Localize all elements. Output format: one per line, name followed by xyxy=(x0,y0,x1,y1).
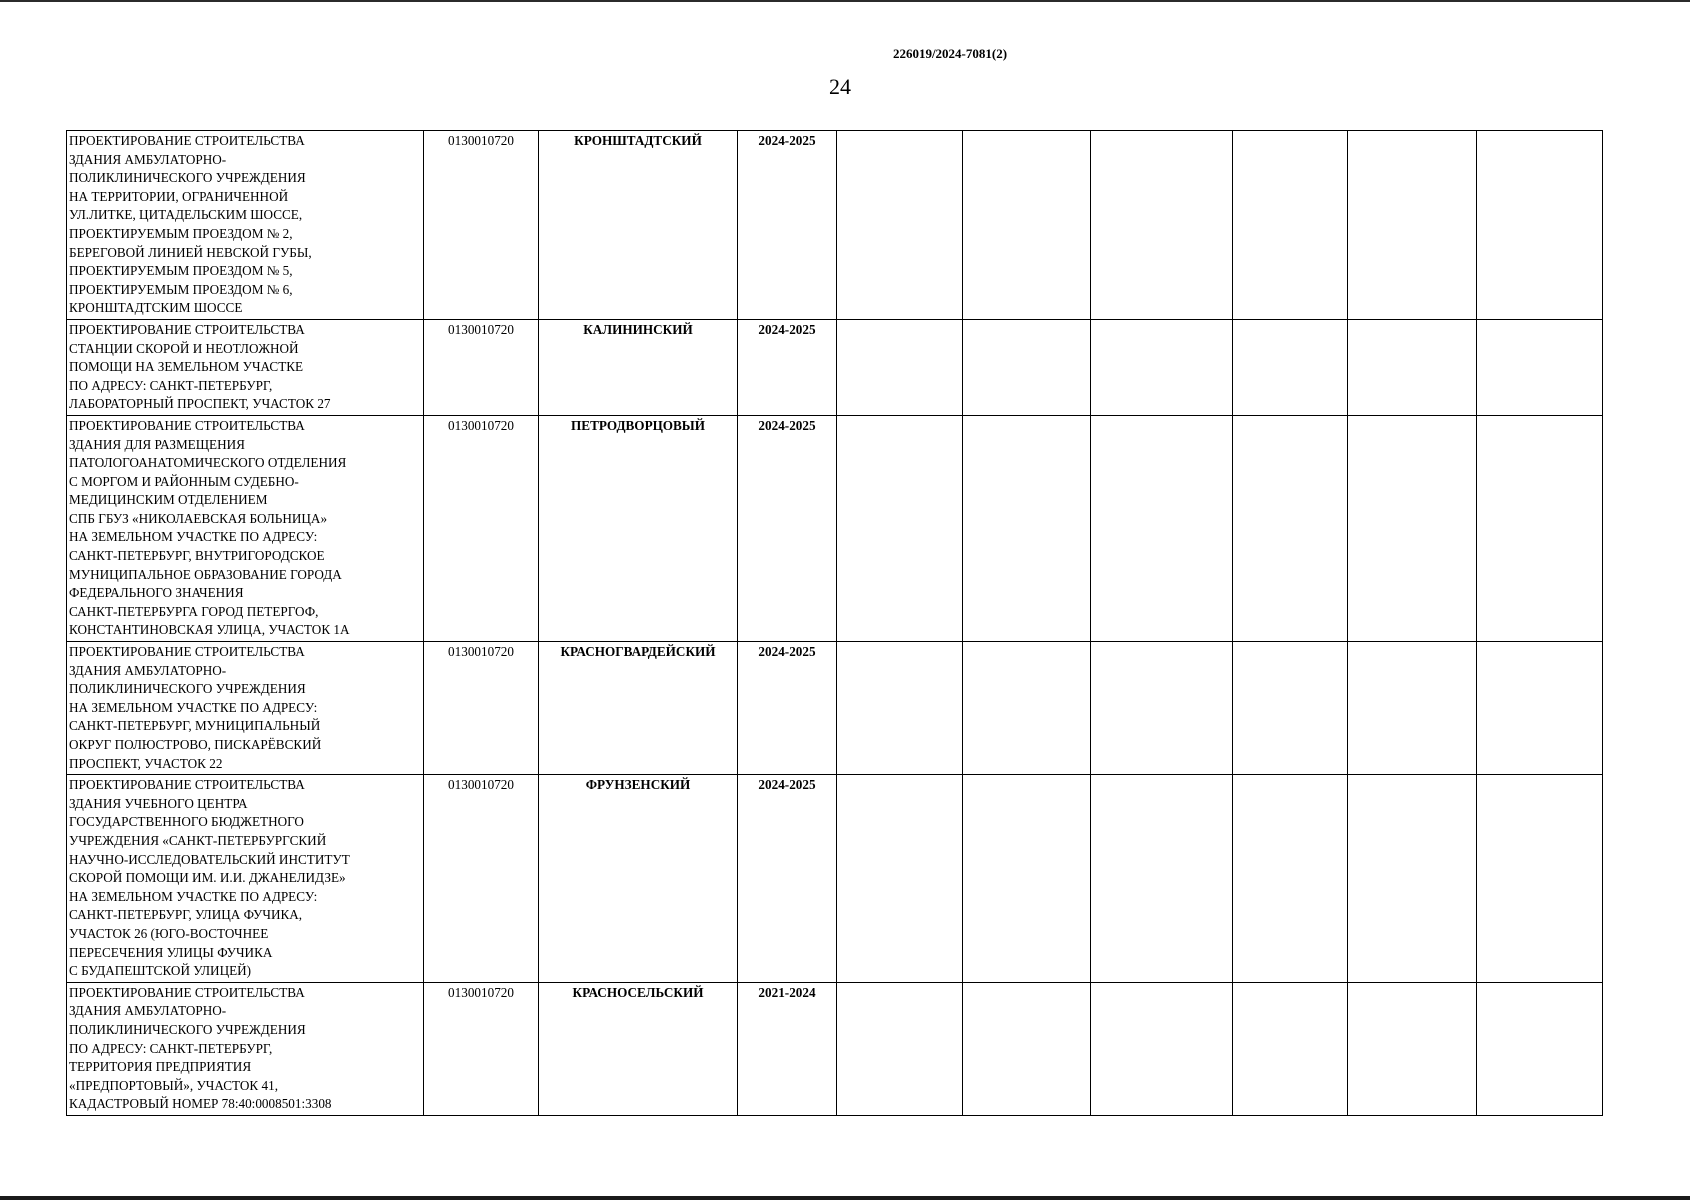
period: 2024-2025 xyxy=(738,131,837,320)
empty-cell xyxy=(1477,642,1603,775)
empty-cell xyxy=(1233,642,1348,775)
object-description: ПРОЕКТИРОВАНИЕ СТРОИТЕЛЬСТВА ЗДАНИЯ УЧЕБНОГО ЦЕНТРА ГОСУДАРСТВЕННОГО БЮДЖЕТНОГО УЧРЕЖДЕНИЯ «САНКТ-ПЕТЕРБУРГСКИЙ НАУЧНО-ИССЛЕДОВАТЕЛЬСКИЙ ИНСТИТУТ СКОРОЙ ПОМОЩИ ИМ. И.И. ДЖАНЕЛИДЗЕ» НА ЗЕМЕЛЬНОМ УЧАСТКЕ ПО АДРЕСУ: САНКТ-ПЕТЕРБУРГ, УЛИЦА ФУЧИКА, УЧАСТОК 26 (ЮГО-ВОСТОЧНЕЕ ПЕРЕСЕЧЕНИЯ УЛИЦЫ ФУЧИКА С БУДАПЕШТСКОЙ УЛИЦЕЙ) xyxy=(67,775,424,983)
empty-cell xyxy=(1091,131,1233,320)
empty-cell xyxy=(1091,642,1233,775)
empty-cell xyxy=(963,131,1091,320)
object-description: ПРОЕКТИРОВАНИЕ СТРОИТЕЛЬСТВА ЗДАНИЯ АМБУЛАТОРНО- ПОЛИКЛИНИЧЕСКОГО УЧРЕЖДЕНИЯ НА ТЕРРИТОРИИ, ОГРАНИЧЕННОЙ УЛ.ЛИТКЕ, ЦИТАДЕЛЬСКИМ ШОССЕ, ПРОЕКТИРУЕМЫМ ПРОЕЗДОМ № 2, БЕРЕГОВОЙ ЛИНИЕЙ НЕВСКОЙ ГУБЫ, ПРОЕКТИРУЕМЫМ ПРОЕЗДОМ № 5, ПРОЕКТИРУЕМЫМ ПРОЕЗДОМ № 6, КРОНШТАДТСКИМ ШОССЕ xyxy=(67,131,424,320)
empty-cell xyxy=(837,319,963,415)
budget-code: 0130010720 xyxy=(424,131,539,320)
page-number: 24 xyxy=(829,74,851,99)
empty-cell xyxy=(1091,415,1233,641)
empty-cell xyxy=(1348,982,1477,1115)
object-description: ПРОЕКТИРОВАНИЕ СТРОИТЕЛЬСТВА ЗДАНИЯ АМБУЛАТОРНО- ПОЛИКЛИНИЧЕСКОГО УЧРЕЖДЕНИЯ НА ЗЕМЕЛЬНОМ УЧАСТКЕ ПО АДРЕСУ: САНКТ-ПЕТЕРБУРГ, МУНИЦИПАЛЬНЫЙ ОКРУГ ПОЛЮСТРОВО, ПИСКАРЁВСКИЙ ПРОСПЕКТ, УЧАСТОК 22 xyxy=(67,642,424,775)
table-row xyxy=(67,319,1603,415)
budget-code: 0130010720 xyxy=(424,415,539,641)
empty-cell xyxy=(1348,319,1477,415)
table-row xyxy=(67,775,1603,983)
object-description: ПРОЕКТИРОВАНИЕ СТРОИТЕЛЬСТВА ЗДАНИЯ ДЛЯ РАЗМЕЩЕНИЯ ПАТОЛОГОАНАТОМИЧЕСКОГО ОТДЕЛЕНИЯ С МОРГОМ И РАЙОННЫМ СУДЕБНО- МЕДИЦИНСКИМ ОТДЕЛЕНИЕМ СПБ ГБУЗ «НИКОЛАЕВСКАЯ БОЛЬНИЦА» НА ЗЕМЕЛЬНОМ УЧАСТКЕ ПО АДРЕСУ: САНКТ-ПЕТЕРБУРГ, ВНУТРИГОРОДСКОЕ МУНИЦИПАЛЬНОЕ ОБРАЗОВАНИЕ ГОРОДА ФЕДЕРАЛЬНОГО ЗНАЧЕНИЯ САНКТ-ПЕТЕРБУРГА ГОРОД ПЕТЕРГОФ, КОНСТАНТИНОВСКАЯ УЛИЦА, УЧАСТОК 1А xyxy=(67,415,424,641)
empty-cell xyxy=(1477,319,1603,415)
empty-cell xyxy=(1091,775,1233,983)
object-description: ПРОЕКТИРОВАНИЕ СТРОИТЕЛЬСТВА СТАНЦИИ СКОРОЙ И НЕОТЛОЖНОЙ ПОМОЩИ НА ЗЕМЕЛЬНОМ УЧАСТКЕ ПО АДРЕСУ: САНКТ-ПЕТЕРБУРГ, ЛАБОРАТОРНЫЙ ПРОСПЕКТ, УЧАСТОК 27 xyxy=(67,319,424,415)
empty-cell xyxy=(1091,982,1233,1115)
empty-cell xyxy=(837,131,963,320)
empty-cell xyxy=(963,775,1091,983)
budget-code: 0130010720 xyxy=(424,642,539,775)
empty-cell xyxy=(1233,775,1348,983)
empty-cell xyxy=(1348,775,1477,983)
empty-cell xyxy=(1348,642,1477,775)
register-table xyxy=(66,130,1603,1116)
district: КАЛИНИНСКИЙ xyxy=(539,319,738,415)
empty-cell xyxy=(837,415,963,641)
empty-cell xyxy=(963,415,1091,641)
budget-code: 0130010720 xyxy=(424,982,539,1115)
empty-cell xyxy=(1233,415,1348,641)
table-row xyxy=(67,982,1603,1115)
scan-edge-top xyxy=(0,0,1690,2)
district: ФРУНЗЕНСКИЙ xyxy=(539,775,738,983)
district: КРОНШТАДТСКИЙ xyxy=(539,131,738,320)
period: 2024-2025 xyxy=(738,415,837,641)
empty-cell xyxy=(837,982,963,1115)
period: 2024-2025 xyxy=(738,319,837,415)
empty-cell xyxy=(1233,131,1348,320)
empty-cell xyxy=(1233,982,1348,1115)
period: 2024-2025 xyxy=(738,642,837,775)
district: КРАСНОГВАРДЕЙСКИЙ xyxy=(539,642,738,775)
district: ПЕТРОДВОРЦОВЫЙ xyxy=(539,415,738,641)
empty-cell xyxy=(1477,131,1603,320)
empty-cell xyxy=(1348,415,1477,641)
budget-code: 0130010720 xyxy=(424,775,539,983)
table-row xyxy=(67,642,1603,775)
empty-cell xyxy=(1233,319,1348,415)
table-row xyxy=(67,415,1603,641)
district: КРАСНОСЕЛЬСКИЙ xyxy=(539,982,738,1115)
table-row xyxy=(67,131,1603,320)
empty-cell xyxy=(1477,415,1603,641)
object-description: ПРОЕКТИРОВАНИЕ СТРОИТЕЛЬСТВА ЗДАНИЯ АМБУЛАТОРНО- ПОЛИКЛИНИЧЕСКОГО УЧРЕЖДЕНИЯ ПО АДРЕСУ: САНКТ-ПЕТЕРБУРГ, ТЕРРИТОРИЯ ПРЕДПРИЯТИЯ «ПРЕДПОРТОВЫЙ», УЧАСТОК 41, КАДАСТРОВЫЙ НОМЕР 78:40:0008501:3308 xyxy=(67,982,424,1115)
empty-cell xyxy=(1477,775,1603,983)
empty-cell xyxy=(1477,982,1603,1115)
budget-code: 0130010720 xyxy=(424,319,539,415)
document-number: 226019/2024-7081(2) xyxy=(892,46,1008,61)
empty-cell xyxy=(963,982,1091,1115)
empty-cell xyxy=(1348,131,1477,320)
scan-edge-bottom xyxy=(0,1196,1690,1200)
empty-cell xyxy=(837,642,963,775)
period: 2024-2025 xyxy=(738,775,837,983)
empty-cell xyxy=(1091,319,1233,415)
period: 2021-2024 xyxy=(738,982,837,1115)
empty-cell xyxy=(837,775,963,983)
empty-cell xyxy=(963,642,1091,775)
empty-cell xyxy=(963,319,1091,415)
